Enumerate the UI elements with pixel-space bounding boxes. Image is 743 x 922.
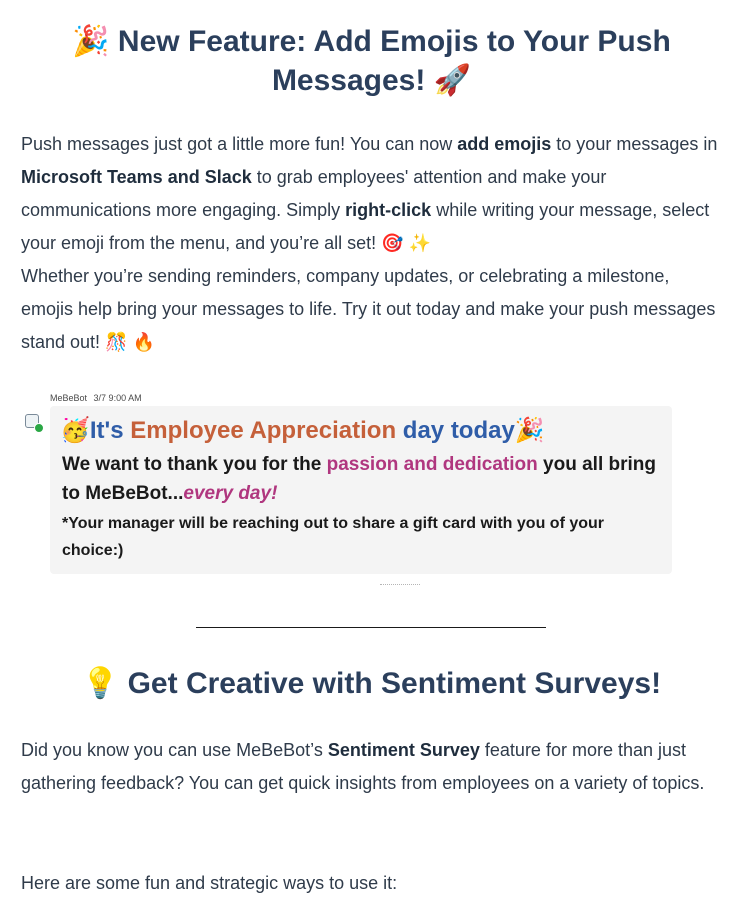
chat-headline (60, 414, 545, 447)
chat-time: 3/7 9:00 AM (93, 393, 142, 403)
fire-icon: 🔥 (132, 332, 155, 353)
rocket-icon: 🚀 (433, 63, 472, 98)
survey-title (40, 664, 703, 704)
survey-bold-sentiment: Sentiment Survey (327, 740, 480, 760)
chat-footnote: *Your manager will be reaching out to share a gift card with you of your choice:) (62, 515, 605, 559)
desc-bold-add-emojis: add emojis (457, 134, 552, 154)
survey-text-2: feature for more than just gathering feedback? You can get quick insights from employees on a variety of topics. (21, 740, 705, 793)
feature-title-line2: Messages! (271, 64, 426, 97)
chat-card-bottom-edge (380, 584, 420, 588)
survey-intro: Here are some fun and strategic ways to use it: (21, 873, 398, 893)
desc-bold-teams-slack: Microsoft Teams and Slack (21, 167, 252, 187)
chat-body-part4: every day! (183, 483, 278, 504)
sparkles-icon: ✨ (408, 233, 432, 254)
desc-bold-right-click: right-click (345, 200, 432, 220)
online-status-icon (34, 423, 44, 433)
chat-headline-part3: day today (396, 417, 515, 444)
bot-avatar-icon (25, 414, 43, 432)
party-popper-icon: 🎉 (72, 24, 110, 59)
survey-description (21, 734, 721, 800)
chat-body-part1: We want to thank you for the (62, 454, 327, 475)
section-divider (196, 627, 546, 628)
desc-text-3: to grab employees' attention and make your communications more engaging. Simply (21, 167, 607, 220)
chat-meta (50, 393, 146, 403)
chat-body (62, 450, 662, 508)
desc-text-2: to your messages in (551, 134, 718, 154)
desc-text-4: while writing your message, select your emoji from the menu, and you’re all set! (21, 200, 710, 253)
target-icon: 🎯 (381, 233, 404, 254)
light-bulb-icon: 💡 (81, 666, 120, 701)
chat-headline-part1: It's (89, 417, 131, 444)
chat-body-part3: you all bring to MeBeBot... (62, 454, 656, 504)
survey-text-1: Did you know you can use MeBeBot’s (21, 740, 328, 760)
partying-face-icon: 🥳 (60, 416, 90, 444)
survey-title-text: Get Creative with Sentiment Surveys! (127, 667, 662, 700)
party-popper-icon-2: 🎉 (514, 416, 545, 444)
confetti-icon: 🎊 (105, 332, 128, 353)
feature-description-2: Whether you’re sending reminders, company updates, or celebrating a milestone, emojis help bring your messages to life. Try it out today and make your push messages stand out! (21, 266, 716, 352)
chat-message-card (50, 406, 672, 574)
chat-sender: MeBeBot (50, 393, 88, 403)
feature-title-line1: New Feature: Add Emojis to Your Push (117, 25, 671, 58)
feature-title (40, 22, 703, 100)
feature-description (21, 128, 721, 359)
chat-headline-part2: Employee Appreciation (130, 417, 397, 444)
chat-body-part2: passion and dedication (326, 454, 538, 475)
desc-text-1: Push messages just got a little more fun! You can now (21, 134, 458, 154)
